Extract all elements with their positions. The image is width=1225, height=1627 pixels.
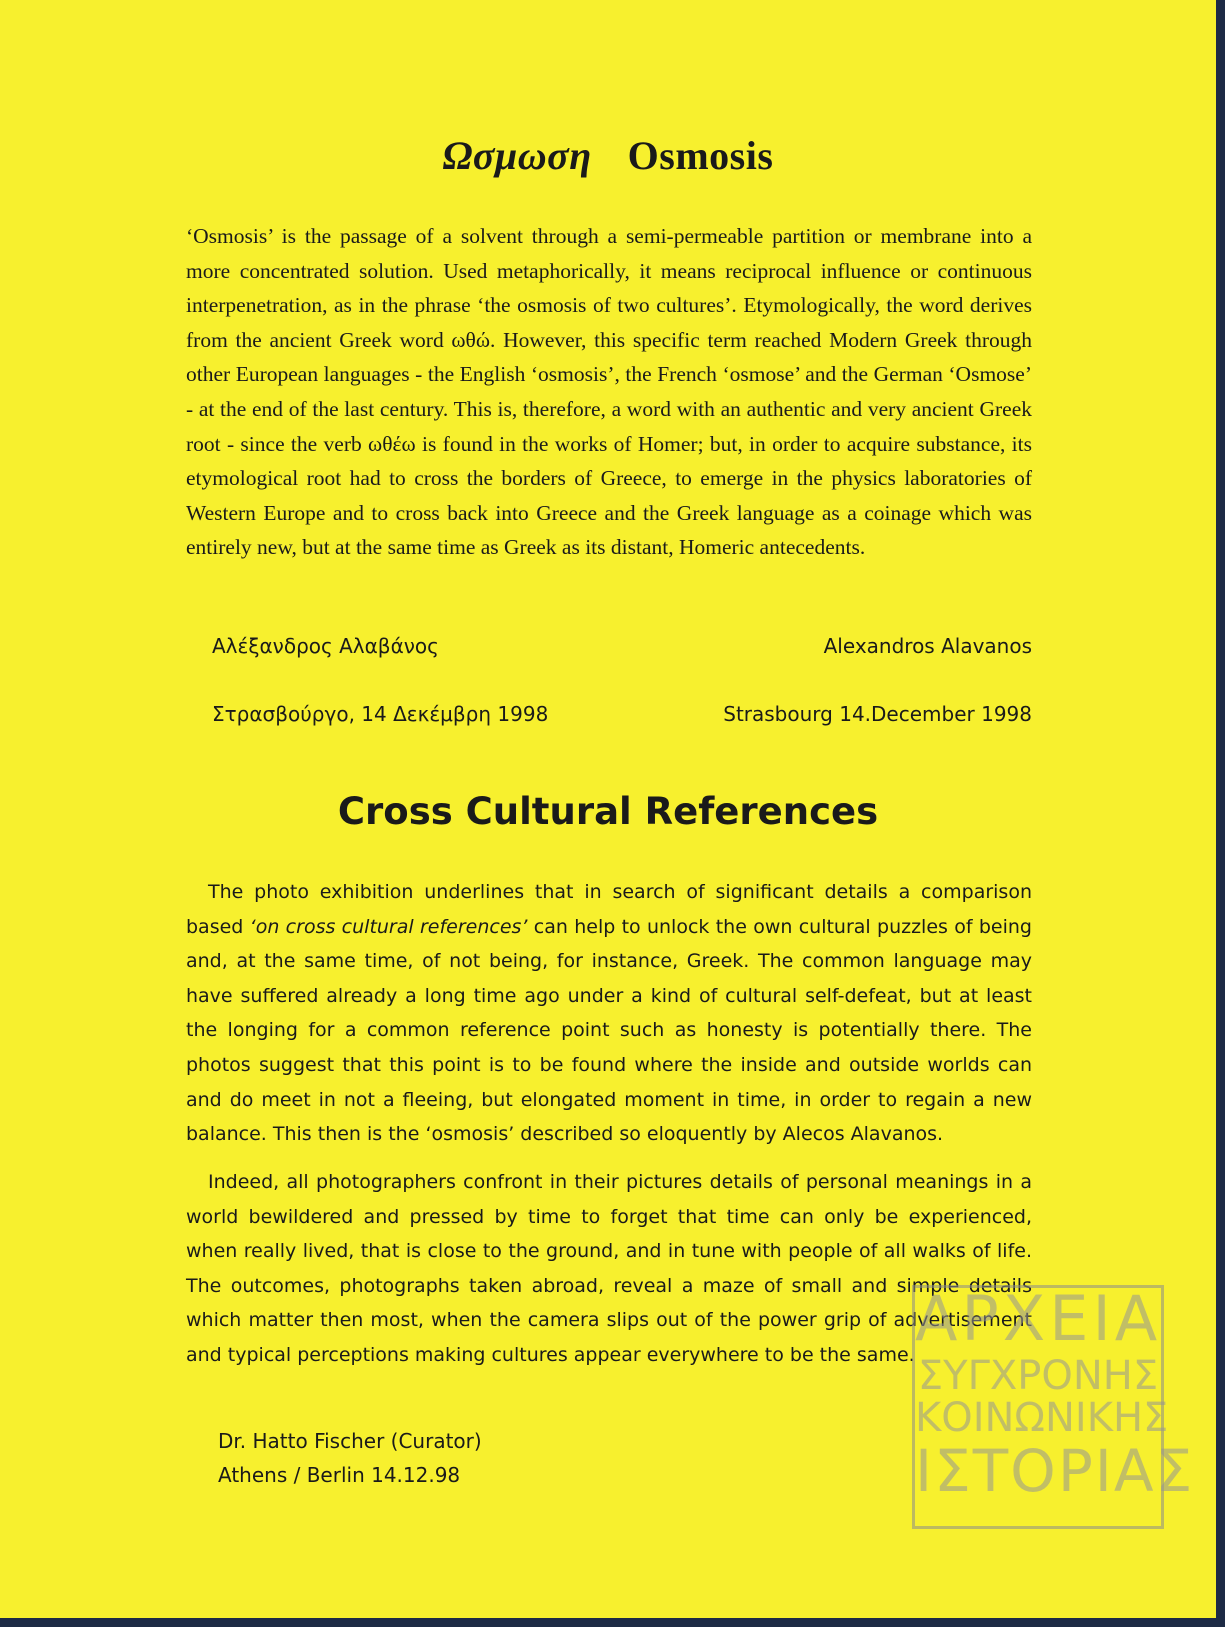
stamp-line-1: ΑΡΧΕΙΑ bbox=[915, 1282, 1162, 1355]
place-date-greek: Στρασβούργο, 14 Δεκέμβρη 1998 bbox=[212, 702, 549, 726]
title-greek: Ωσμωση bbox=[442, 133, 592, 178]
author-name-greek: Αλέξανδρος Αλαβάνος bbox=[212, 634, 439, 658]
paragraph-text-start: The photo exhibition underlines that in search of significant details a comparison based bbox=[186, 881, 1032, 938]
signature-names bbox=[212, 634, 1032, 658]
paragraph-text-end: can help to unlock the own cultural puzzles of being and, at the same time, of not being, for instance, Greek. The common language may have suffered already a long time ago under a kind of cultural self-defeat, but at least the longing for a common reference point such as honesty is potentially there. The photos suggest that this point is to be found where the inside and outside worlds can and do meet in not a fleeing, but elongated moment in time, in order to regain a new balance. This then is the ‘osmosis’ described so eloquently by Alecos Alavanos. bbox=[186, 915, 1032, 1146]
osmosis-paragraph: ‘Osmosis’ is the passage of a solvent through a semi-permeable partition or membrane into a more concentrated solution. Used metaphorically, it means reciprocal influence or continuous interpenetration, as in the phrase ‘the osmosis of two cultures’. Etymologically, the word derives from the ancient Greek word ωθώ. However, this specific term reached Modern Greek through other European languages - the English ‘osmosis’, the French ‘osmose’ and the German ‘Osmose’ - at the end of the last century. This is, therefore, a word with an authentic and very ancient Greek root - since the verb ωθέω is found in the works of Homer; but, in order to acquire substance, its etymological root had to cross the borders of Greece, to emerge in the physics laboratories of Western Europe and to cross back into Greece and the Greek language as a coinage which was entirely new, but at the same time as Greek as its distant, Homeric antecedents. bbox=[186, 224, 1032, 560]
section-heading: Cross Cultural References bbox=[337, 790, 879, 833]
place-date-english: Strasbourg 14.December 1998 bbox=[723, 702, 1032, 726]
cross-cultural-paragraph-1 bbox=[186, 875, 1032, 1152]
stamp-line-3: ΚΟΙΝΩΝΙΚΗΣ bbox=[915, 1395, 1169, 1441]
title-english: Osmosis bbox=[627, 133, 774, 178]
stamp-line-4: ΙΣΤΟΡΙΑΣ bbox=[915, 1437, 1195, 1505]
curator-place-date: Athens / Berlin 14.12.98 bbox=[218, 1463, 461, 1487]
archive-watermark-stamp bbox=[912, 1282, 1195, 1529]
curator-name: Dr. Hatto Fischer (Curator) bbox=[218, 1429, 482, 1453]
stamp-line-2: ΣΥΓΧΡΟΝΗΣ bbox=[917, 1353, 1159, 1399]
page-title bbox=[0, 132, 1216, 179]
emphasized-phrase: ‘on cross cultural references’ bbox=[249, 915, 528, 938]
cross-cultural-paragraph-2: Indeed, all photographers confront in their pictures details of personal meanings in a world bewildered and pressed by time to forget that time can only be experienced, when really lived, that is close to the ground, and in tune with people of all walks of life. The outcomes, photographs taken abroad, reveal a maze of small and simple details which matter then most, when the camera slips out of the power grip of advertisement and typical perceptions making cultures appear everywhere to be the same. bbox=[186, 1171, 1032, 1366]
signature-place-date bbox=[212, 702, 1032, 726]
author-name-english: Alexandros Alavanos bbox=[823, 634, 1032, 658]
curator-signature bbox=[218, 1424, 482, 1492]
